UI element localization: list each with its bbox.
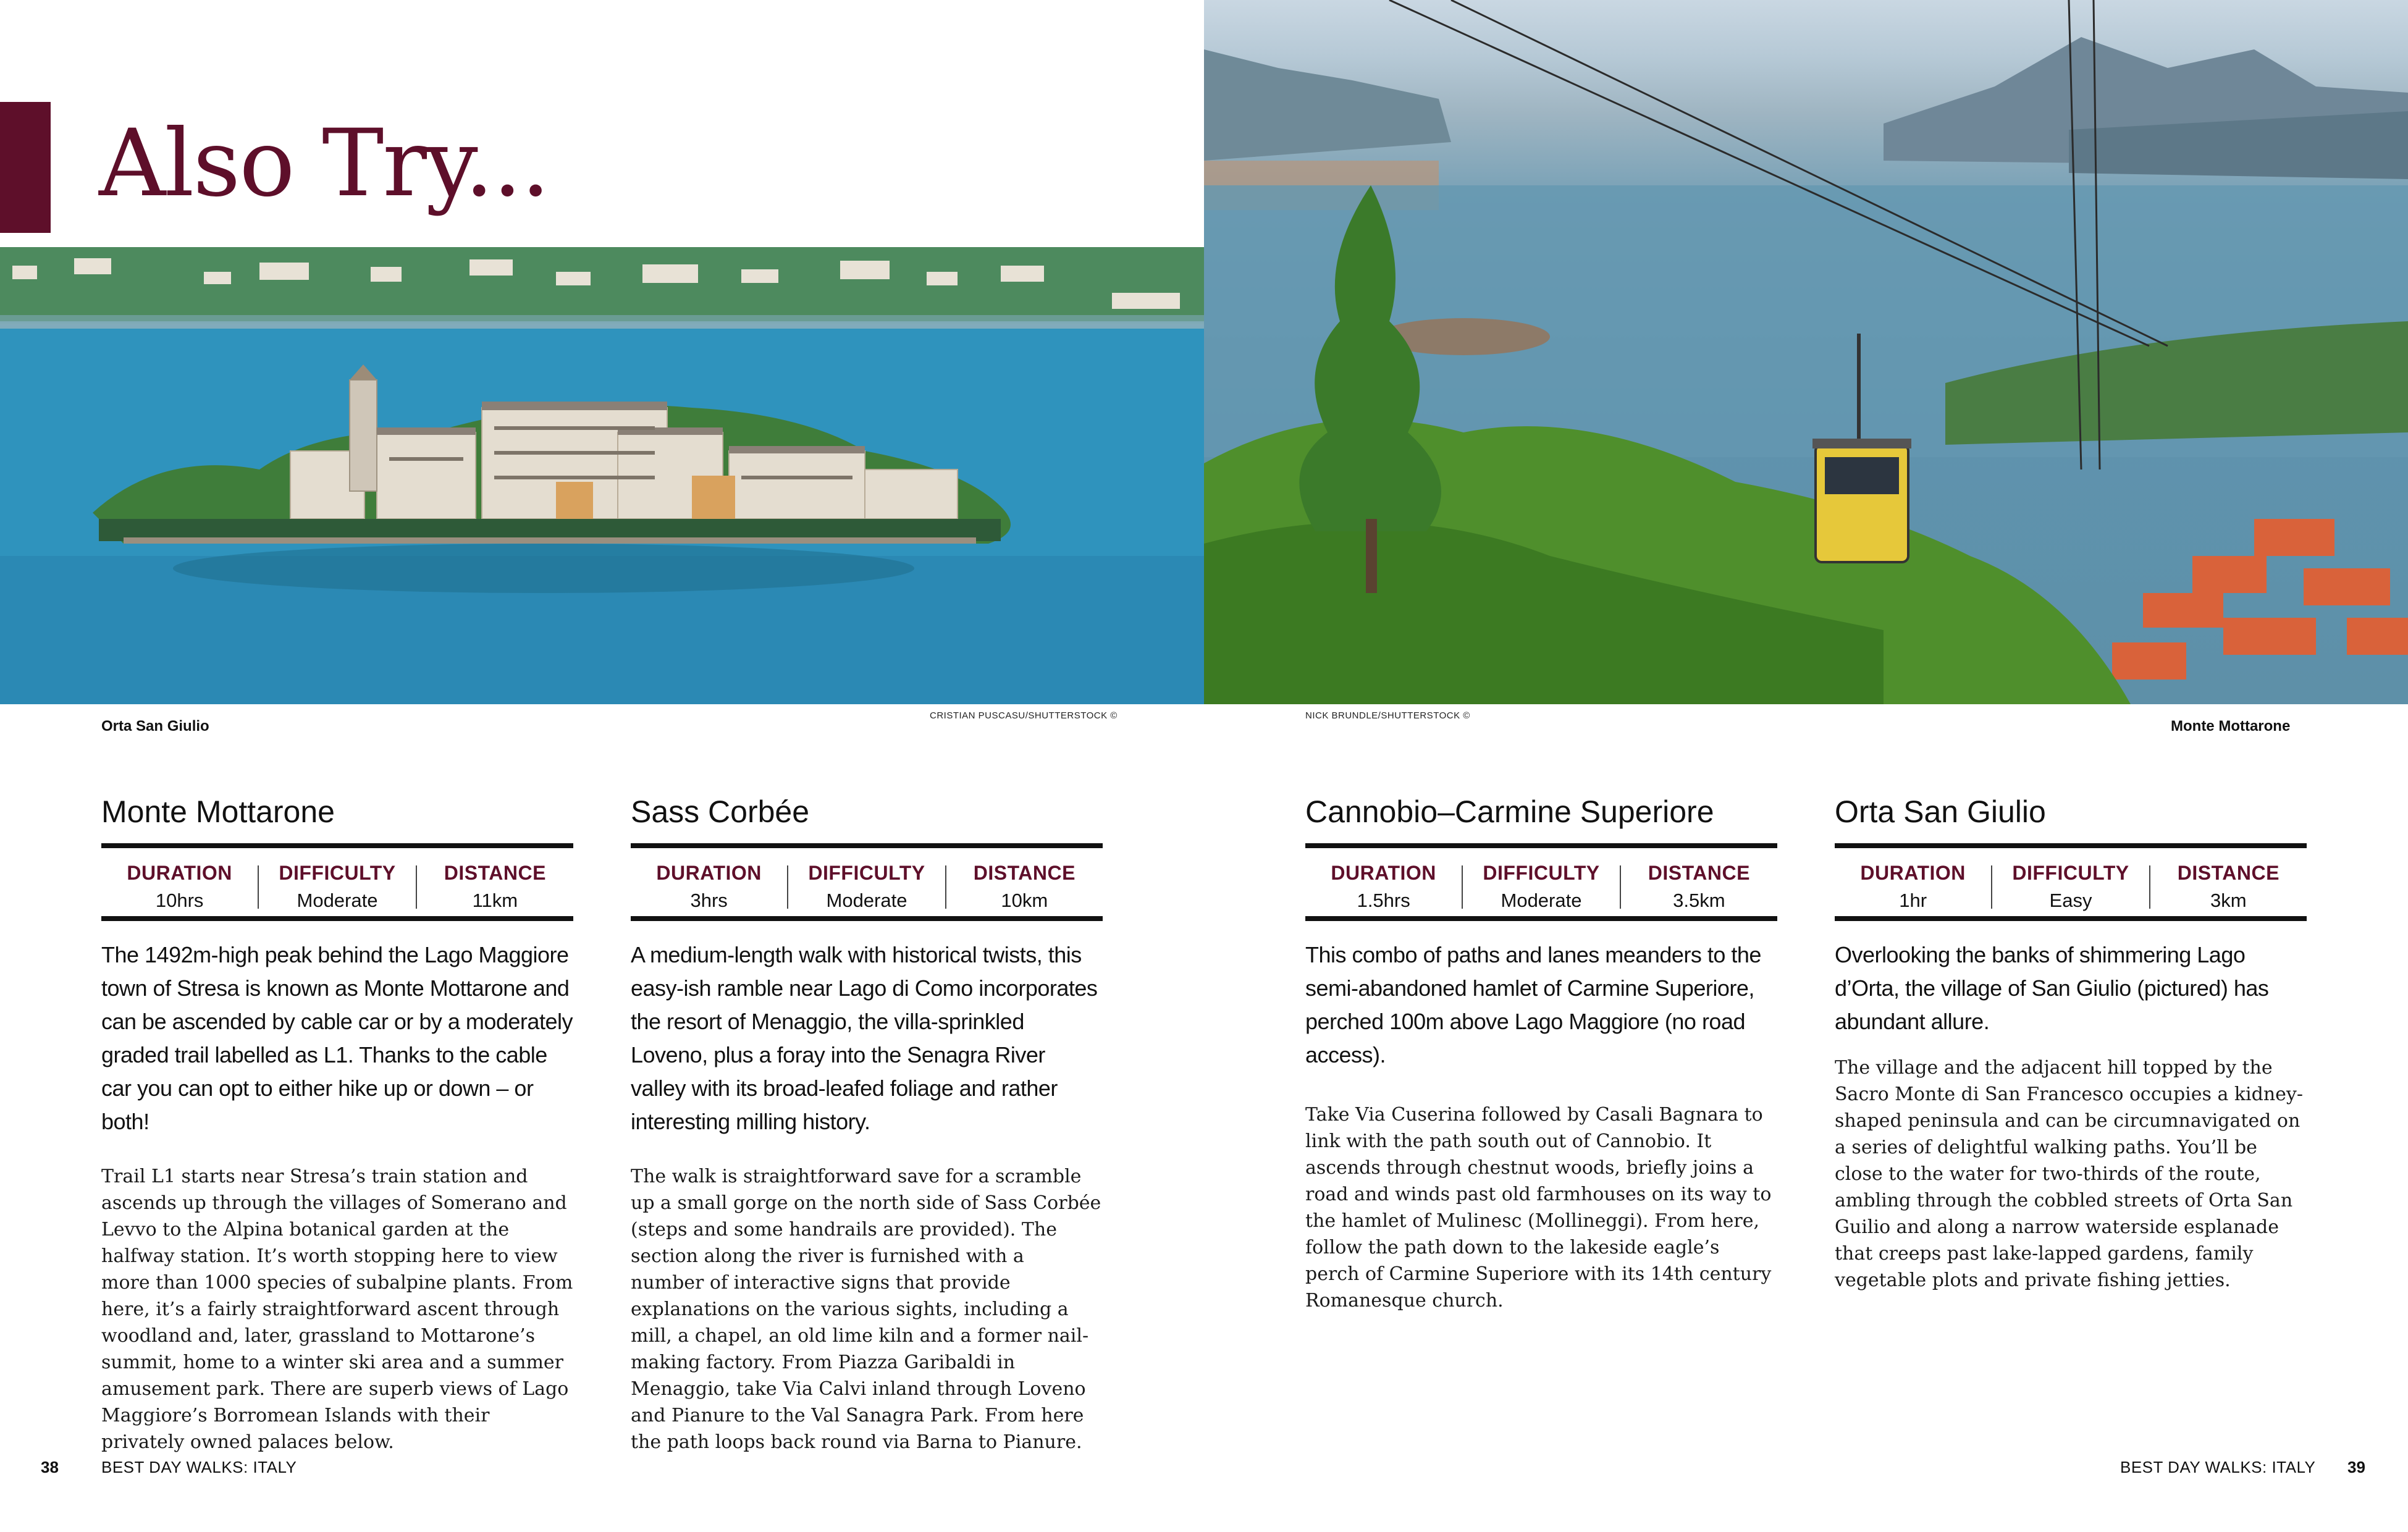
stat-difficulty: DIFFICULTY Moderate xyxy=(788,848,945,916)
walk-body: Take Via Cuserina followed by Casali Bagnara to link with the path south out of Cannobio. It ascends through chestnut woods, briefly joins a road and winds past old farmhouses on its way to the hamlet of Mulinesc (Mollineggi). From here, follow the path down to the lakeside eagle’s perch of Carmine Superiore with its 14th century Romanesque church. xyxy=(1305,1104,1772,1311)
title-accent-bar xyxy=(0,102,51,233)
walk-cannobio-carmine xyxy=(1305,794,1777,1314)
stat-distance: DISTANCE 11km xyxy=(417,848,573,916)
page-number-left: 38 xyxy=(41,1458,59,1476)
duration-value: 1.5hrs xyxy=(1357,890,1410,911)
stat-distance: DISTANCE 3.5km xyxy=(1621,848,1777,916)
walk-stats xyxy=(101,843,573,921)
walk-title: Monte Mottarone xyxy=(101,794,335,829)
distance-value: 11km xyxy=(472,890,518,911)
walk-lead: This combo of paths and lanes meanders to the semi-abandoned hamlet of Carmine Superiore, perched 100m above Lago Maggiore (no road access). xyxy=(1305,942,1761,1067)
walk-body: The village and the adjacent hill topped by the Sacro Monte di San Francesco occupies a kidney-shaped peninsula and can be circumnavigated on a series of delightful walking paths. You’ll be close to the water for two-thirds of the route, ambling through the cobbled streets of Orta San Guilio and along a narrow waterside esplanade that creeps past lake-lapped gardens, family vegetable plots and private fishing jetties. xyxy=(1835,1057,2303,1291)
running-footer-left: BEST DAY WALKS: ITALY xyxy=(101,1458,297,1476)
walk-lead: A medium-length walk with historical twists, this easy-ish ramble near Lago di Como incorporates the resort of Menaggio, the villa-sprinkled Loveno, plus a foray into the Senagra River valley with its broad-leafed foliage and rather interesting milling history. xyxy=(631,942,1098,1134)
distance-value: 3km xyxy=(2210,890,2247,911)
walk-sass-corbee xyxy=(631,794,1103,1455)
photo-caption-left: Orta San Giulio xyxy=(101,718,209,734)
stat-duration: DURATION 1.5hrs xyxy=(1305,848,1462,916)
duration-value: 10hrs xyxy=(155,890,204,911)
photo-caption-right: Monte Mottarone xyxy=(2171,718,2291,734)
distance-value: 3.5km xyxy=(1673,890,1725,911)
stat-difficulty: DIFFICULTY Moderate xyxy=(1463,848,1619,916)
photo-monte-mottarone xyxy=(1204,0,2408,704)
stat-distance: DISTANCE 3km xyxy=(2150,848,2307,916)
page-number-right: 39 xyxy=(2347,1458,2365,1476)
walk-stats xyxy=(1305,843,1777,921)
walk-body: The walk is straightforward save for a scramble up a small gorge on the north side of Sass Corbée (steps and some handrails are provided). The section along the river is furnished with a number of interactive signs that provide explanations on the various sights, including a mill, a chapel, an old lime kiln and a former nail-making factory. From Piazza Garibaldi in Menaggio, take Via Calvi inland through Loveno and Pianure to the Val Sanagra Park. From here the path loops back round via Barna to Pianure. xyxy=(631,1166,1101,1453)
walk-lead: Overlooking the banks of shimmering Lago d’Orta, the village of San Giulio (pictured) has abundant allure. xyxy=(1835,942,2269,1034)
walk-stats xyxy=(1835,843,2307,921)
duration-value: 1hr xyxy=(1899,890,1927,911)
stat-duration: DURATION 3hrs xyxy=(631,848,787,916)
photo-credit-left: CRISTIAN PUSCASU/SHUTTERSTOCK © xyxy=(930,710,1118,721)
walk-lead: The 1492m-high peak behind the Lago Maggiore town of Stresa is known as Monte Mottarone and can be ascended by cable car or by a moderately graded trail labelled as L1. Thanks to the cable car you can opt to either hike up or down – or both! xyxy=(101,942,573,1134)
photo-orta-san-giulio xyxy=(0,247,1204,704)
duration-value: 3hrs xyxy=(690,890,728,911)
distance-value: 10km xyxy=(1001,890,1048,911)
difficulty-value: Moderate xyxy=(826,890,907,911)
stat-duration: DURATION 1hr xyxy=(1835,848,1991,916)
stat-distance: DISTANCE 10km xyxy=(946,848,1103,916)
walk-orta-san-giulio xyxy=(1835,794,2307,1294)
walk-title: Sass Corbée xyxy=(631,794,810,829)
stat-difficulty: DIFFICULTY Moderate xyxy=(259,848,415,916)
walk-title: Cannobio–Carmine Superiore xyxy=(1305,794,1714,829)
running-footer-right: BEST DAY WALKS: ITALY xyxy=(2120,1458,2316,1476)
stat-difficulty: DIFFICULTY Easy xyxy=(1992,848,2149,916)
walk-monte-mottarone xyxy=(101,794,573,1455)
walk-body: Trail L1 starts near Stresa’s train station and ascends up through the villages of Somerano and Levvo to the Alpina botanical garden at the halfway station. It’s worth stopping here to view more than 1000 species of subalpine plants. From here, it’s a fairly straightforward ascent through woodland and, later, grassland to Mottarone’s summit, home to a winter ski area and a summer amusement park. There are superb views of Lago Maggiore’s Borromean Islands with their privately owned palaces below. xyxy=(101,1166,573,1453)
photo-credit-right: NICK BRUNDLE/SHUTTERSTOCK © xyxy=(1305,710,1470,721)
page-title: Also Try... xyxy=(99,110,549,217)
difficulty-value: Moderate xyxy=(1501,890,1582,911)
walk-stats xyxy=(631,843,1103,921)
stat-duration: DURATION 10hrs xyxy=(101,848,258,916)
difficulty-value: Easy xyxy=(2049,890,2092,911)
walk-title: Orta San Giulio xyxy=(1835,794,2046,829)
difficulty-value: Moderate xyxy=(297,890,378,911)
